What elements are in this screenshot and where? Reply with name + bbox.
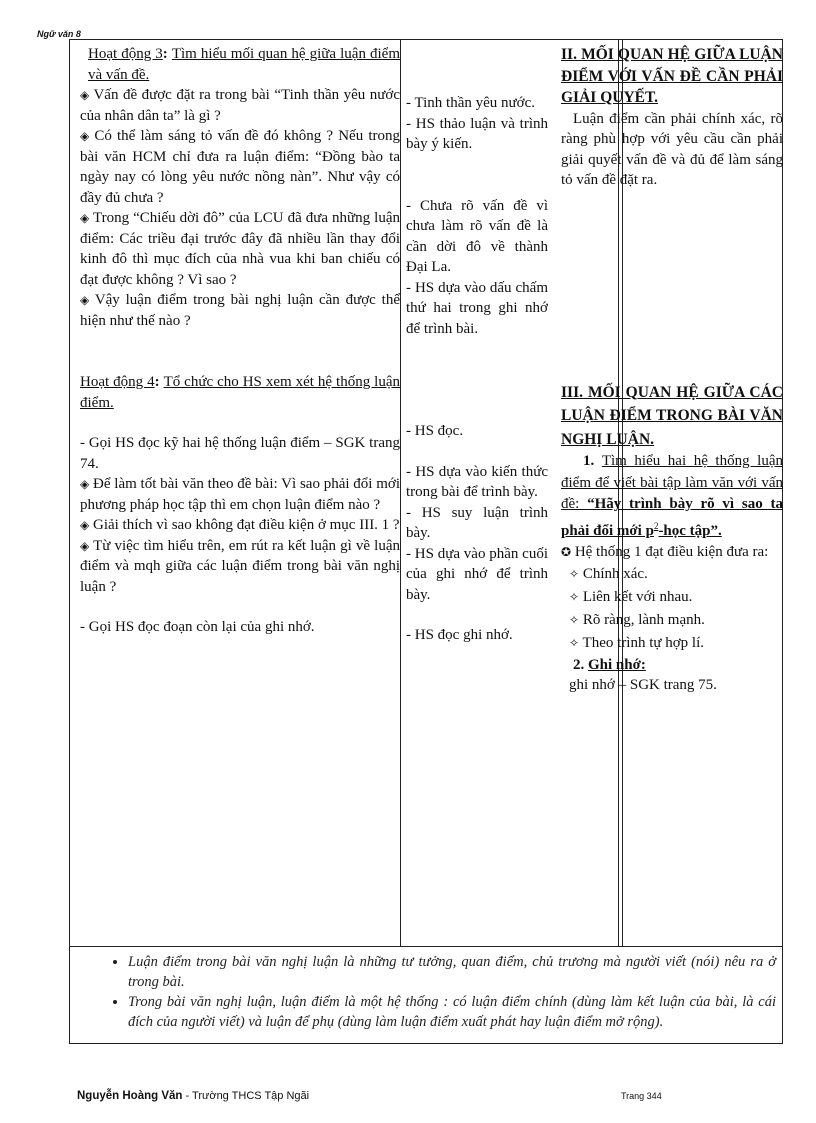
subsection-1: 1. Tìm hiểu hai hệ thống luận điểm để viết bài tập làm văn với vấn đề: “Hãy trình bày rõ vì sao ta phải đổi mới $p^2$-học tập”. [561, 453, 783, 539]
condition-item: ✧ Theo trình tự hợp lí. [569, 634, 705, 651]
section-2-body: Luận điểm cần phải chính xác, rõ ràng phù hợp với yêu cầu cần phải giải quyết vấn đề và đủ để làm sáng tỏ vấn đề đặt ra. [561, 110, 783, 188]
page-number: Trang 344 [621, 1091, 662, 1101]
sparkle-bullet-icon: ✧ [569, 566, 580, 581]
subsection-2-body: ghi nhớ – SGK trang 75. [569, 677, 717, 693]
sparkle-bullet-icon: ✧ [569, 589, 580, 604]
activity-3-title: Hoạt động 3: Tìm hiểu mối quan hệ giữa luận điểm và vấn đề. [88, 46, 400, 83]
question-4: ◈ Vậy luận điểm trong bài nghị luận cần được thể hiện như thế nào ? [80, 292, 400, 329]
footer [77, 1090, 309, 1102]
column-divider [400, 40, 401, 946]
section-2-title: II. MỐI QUAN HỆ GIỮA LUẬN ĐIỂM VỚI VẤN ĐỀ CẦN PHẢI GIẢI QUYẾT. [561, 46, 783, 106]
task-1: - Gọi HS đọc kỹ hai hệ thống luận điểm – SGK trang 74. [80, 435, 400, 472]
diamond-bullet-icon: ◈ [80, 518, 90, 532]
question-3: ◈ Trong “Chiếu dời đô” của LCU đã đưa những luận điểm: Các triều đại trước đây đã nhiều lần thay đổi kinh đô thì mục đích của nhà vua khi ban chiếu có đạt được không ? Vì sao ? [80, 210, 401, 288]
system-1: ✪ Hệ thống 1 đạt điều kiện đưa ra: [561, 544, 769, 560]
diamond-bullet-icon: ◈ [80, 211, 90, 225]
note-item: • Luận điểm trong bài văn nghị luận là những tư tưởng, quan điểm, chủ trương mà người viết (nói) nêu ra ở trong bài. [128, 952, 784, 992]
footer-school: - Trường THCS Tập Ngãi [182, 1090, 310, 1102]
sparkle-bullet-icon: ✧ [569, 635, 580, 650]
summary-notes [70, 952, 784, 1032]
question-1: ◈ Vấn đề được đặt ra trong bài “Tinh thần yêu nước của nhân dân ta” là gì ? [80, 87, 400, 124]
task-2: - Gọi HS đọc đoạn còn lại của ghi nhớ. [80, 619, 315, 635]
lesson-table [69, 39, 783, 1044]
teacher-activity-column [80, 44, 400, 638]
diamond-bullet-icon: ◈ [80, 538, 90, 553]
activity-4-title: Hoạt động 4: Tổ chức cho HS xem xét hệ thống luận điểm. [80, 374, 400, 411]
answer-8: - HS dựa vào phần cuối của ghi nhớ để trình bày. [406, 545, 548, 603]
condition-item: ✧ Liên kết với nhau. [569, 588, 693, 605]
question-5: ◈ Để làm tốt bài văn theo đề bài: Vì sao phải đổi mới phương pháp học tập thì em chọn luận điểm nào ? [80, 476, 401, 513]
answer-4: - HS dựa vào dấu chấm thứ hai trong ghi nhớ để trình bài. [406, 279, 548, 337]
answer-9: - HS đọc ghi nhớ. [406, 627, 513, 643]
question-7: ◈ Từ việc tìm hiểu trên, em rút ra kết luận gì về luận điểm và mqh giữa các luận điểm trong bài văn nghị luận ? [80, 537, 400, 595]
answer-6: - HS dựa vào kiến thức trong bài để trình bày. [406, 463, 548, 500]
footer-author: Nguyễn Hoàng Văn [77, 1090, 183, 1102]
lesson-content-column [561, 44, 783, 696]
diamond-bullet-icon: ◈ [80, 477, 90, 491]
star-bullet-icon: ✪ [561, 545, 572, 559]
question-6: ◈ Giải thích vì sao không đạt điều kiện ở mục III. 1 ? [80, 517, 400, 533]
answer-2: - HS thảo luận và trình bày ý kiến. [406, 115, 548, 152]
answer-3: - Chưa rõ vấn đề vì chưa làm rõ vấn đề là cần dời đô về thành Đại La. [406, 197, 548, 275]
answer-1: - Tinh thần yêu nước. [406, 95, 535, 111]
note-item: • Trong bài văn nghị luận, luận điểm là một hệ thống : có luận điểm chính (dùng làm kết luận của bài, là cái đích của người viết) và luận để phụ (dùng làm luận điểm xuất phát hay luận điểm mở rộng). [128, 992, 784, 1032]
condition-item: ✧ Chính xác. [569, 565, 648, 582]
header-subject: Ngữ văn 8 [37, 29, 81, 39]
row-divider [70, 946, 782, 947]
student-activity-column [406, 44, 548, 646]
question-2: ◈ Có thể làm sáng tỏ vấn đề đó không ? Nếu trong bài văn HCM chỉ đưa ra luận điểm: “Đồng bào ta ngày nay có lòng yêu nước nồng nàn”. Như vậy có đầy đủ chưa ? [80, 128, 400, 206]
answer-7: - HS suy luận trình bày. [406, 504, 548, 541]
diamond-bullet-icon: ◈ [80, 293, 90, 307]
condition-item: ✧ Rõ ràng, lành mạnh. [569, 611, 705, 628]
subsection-2-title: 2. Ghi nhớ: [573, 656, 646, 673]
sparkle-bullet-icon: ✧ [569, 612, 580, 627]
answer-5: - HS đọc. [406, 423, 464, 439]
diamond-bullet-icon: ◈ [80, 129, 90, 143]
section-3-title: III. MỐI QUAN HỆ GIỮA CÁC LUẬN ĐIỂM TRONG BÀI VĂN NGHỊ LUẬN. [561, 383, 783, 448]
diamond-bullet-icon: ◈ [80, 88, 90, 102]
